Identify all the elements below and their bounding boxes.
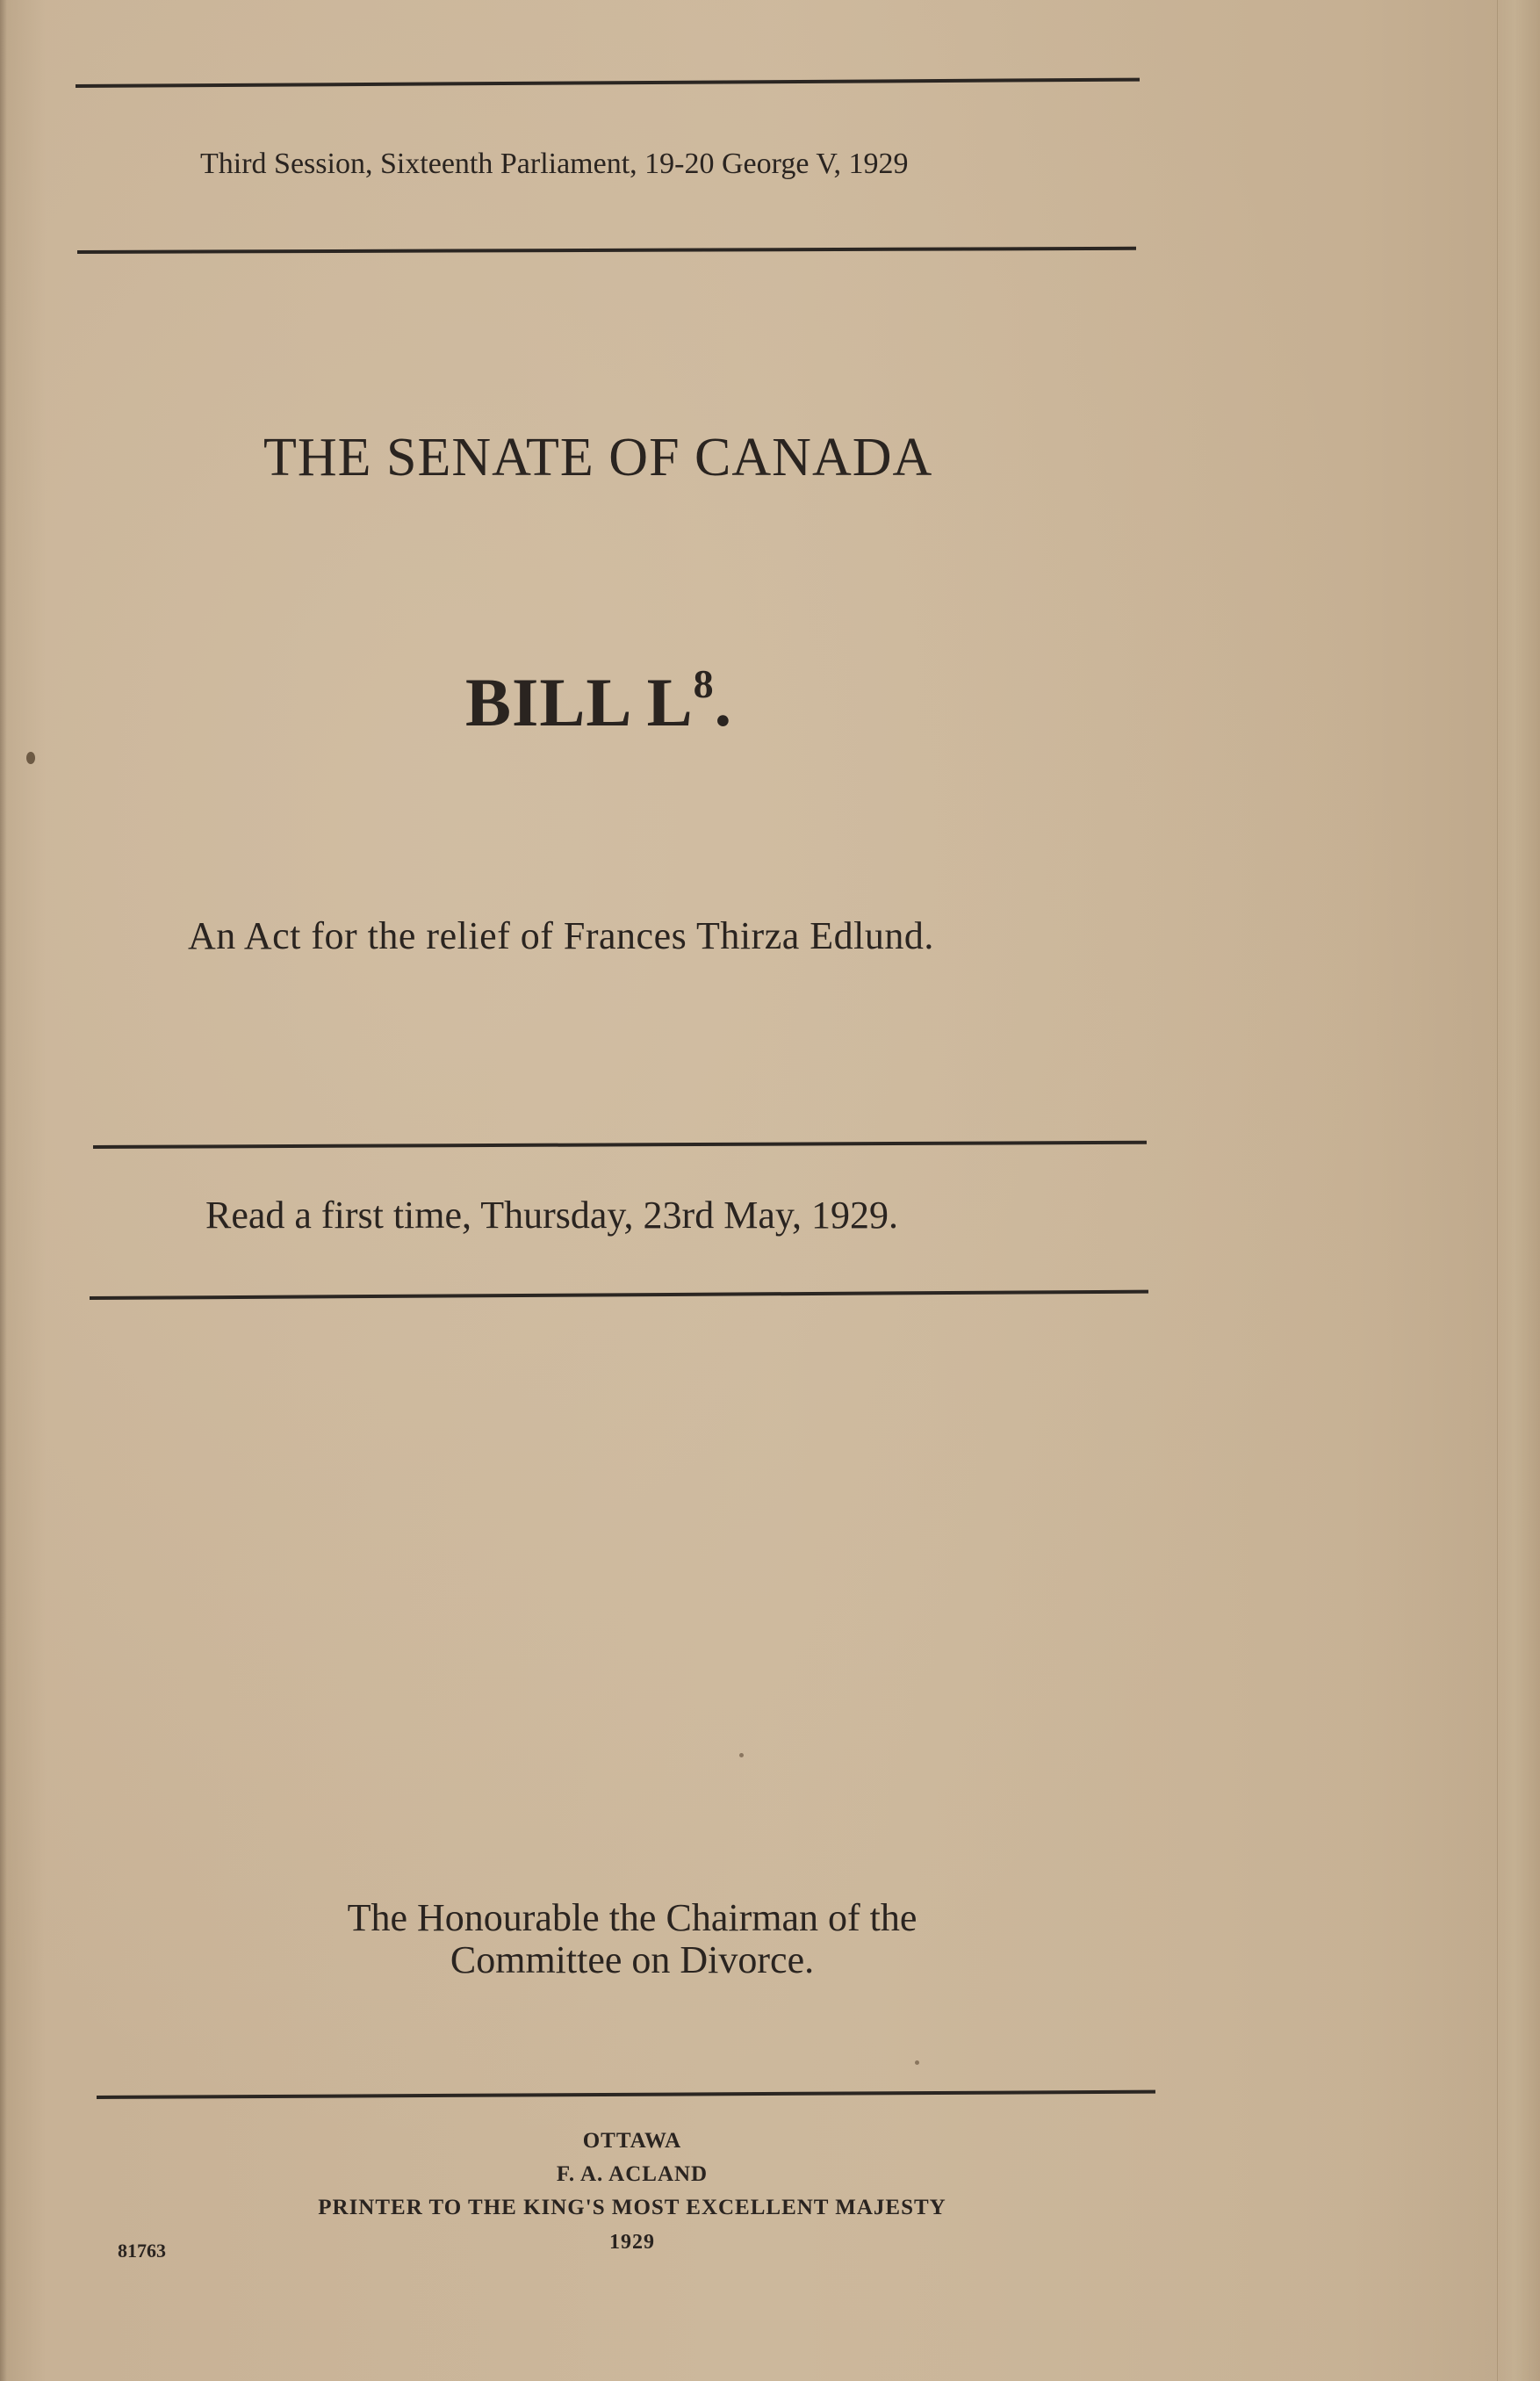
act-title: An Act for the relief of Frances Thirza Edlund. xyxy=(188,914,934,957)
addressee xyxy=(290,1897,975,1981)
paper-speck xyxy=(739,1753,744,1757)
first-reading-line: Read a first time, Thursday, 23rd May, 1929. xyxy=(205,1194,898,1237)
top-rule-1 xyxy=(76,78,1140,88)
imprint-year: 1929 xyxy=(609,2231,655,2254)
bill-title xyxy=(465,663,904,742)
top-rule-2 xyxy=(77,247,1136,254)
session-line: Third Session, Sixteenth Parliament, 19-20 George V, 1929 xyxy=(200,148,909,180)
middle-rule-1 xyxy=(93,1141,1147,1149)
addressee-line-1: The Honourable the Chairman of the xyxy=(347,1896,918,1939)
imprint-printer: F. A. ACLAND xyxy=(556,2162,709,2186)
addressee-line-2: Committee on Divorce. xyxy=(450,1938,815,1981)
imprint-city: OTTAWA xyxy=(582,2129,682,2153)
bottom-rule xyxy=(97,2090,1155,2099)
page-left-edge xyxy=(0,0,7,2381)
bill-label: BILL L xyxy=(465,664,694,740)
imprint-printer-title: PRINTER TO THE KING'S MOST EXCELLENT MAJESTY xyxy=(318,2196,946,2219)
senate-title: THE SENATE OF CANADA xyxy=(263,428,933,487)
page-right-edge xyxy=(1497,0,1540,2381)
paper-speck xyxy=(26,752,35,764)
bill-suffix: . xyxy=(714,664,733,740)
print-code: 81763 xyxy=(118,2240,166,2262)
bill-superscript: 8 xyxy=(693,661,715,706)
paper-speck xyxy=(915,2060,919,2065)
middle-rule-2 xyxy=(90,1290,1148,1300)
